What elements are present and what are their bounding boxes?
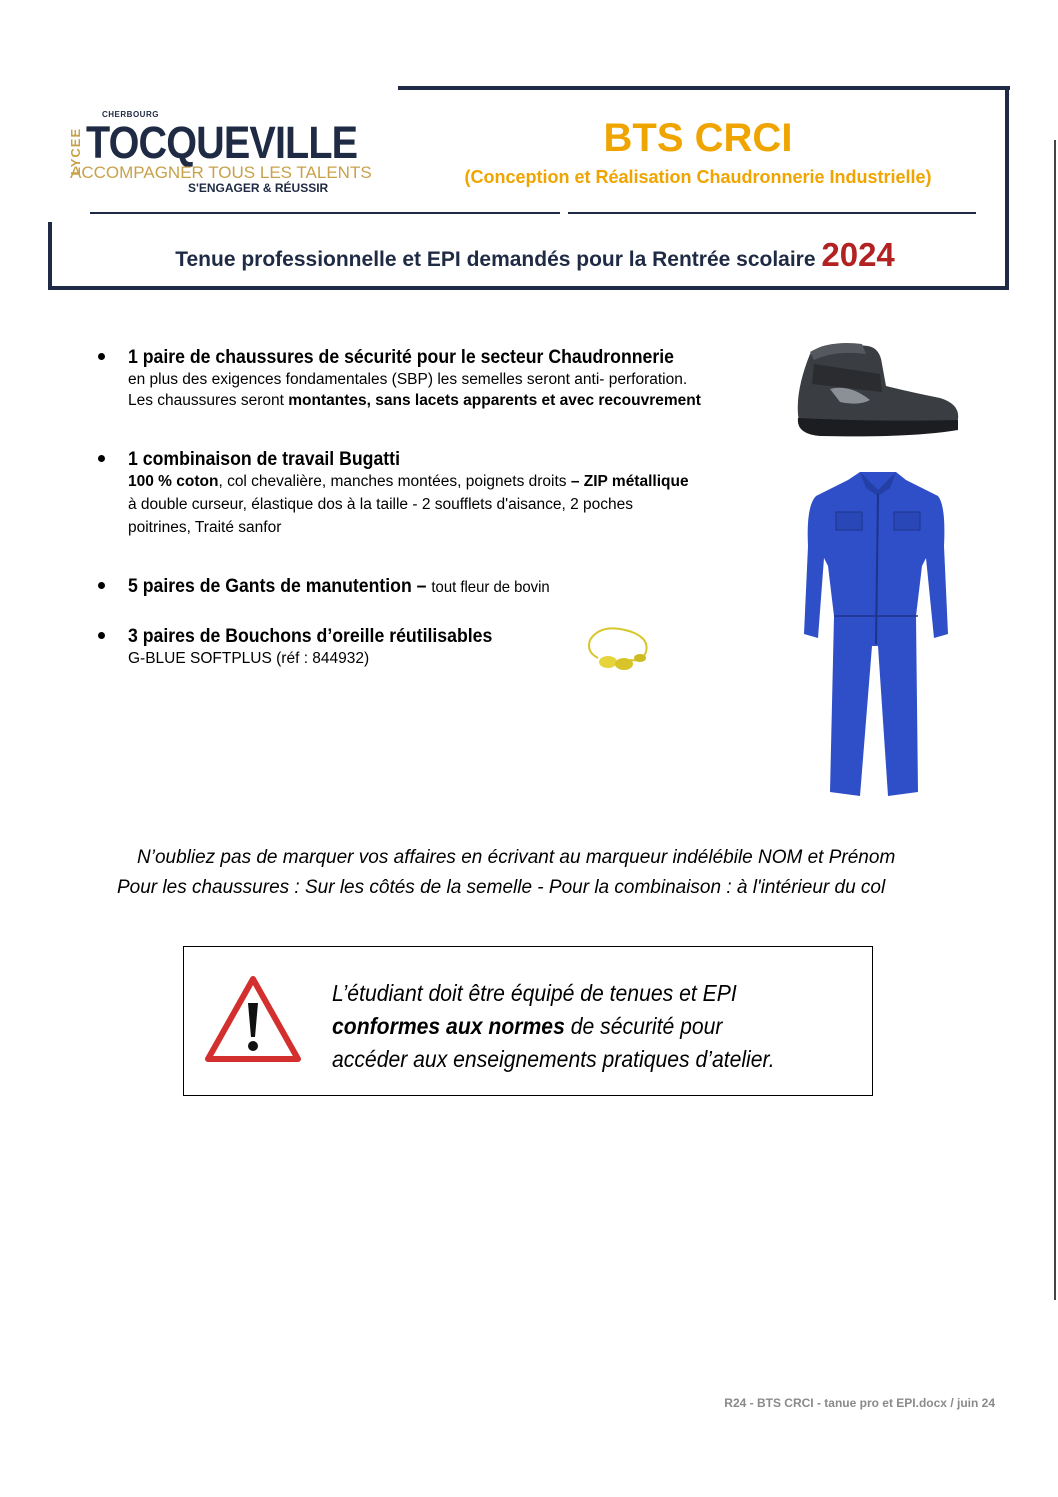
reminder-line-2: Pour les chaussures : Sur les côtés de la semelle - Pour la combinaison : à l'intérieur du col	[117, 877, 886, 898]
item-title-text: 5 paires de Gants de manutention	[128, 576, 412, 597]
item-line: G-BLUE SOFTPLUS (réf : 844932)	[128, 650, 370, 667]
warning-emphasis: conformes aux normes	[332, 1013, 565, 1039]
item-title-dash: –	[411, 576, 432, 597]
warning-line-2	[332, 1010, 775, 1043]
item-text-bold: montantes, sans lacets apparents et avec recouvrement	[288, 392, 701, 409]
item-title: 1 paire de chaussures de sécurité pour le secteur Chaudronnerie	[128, 347, 675, 368]
item-text: , col chevalière, manches montées, poignets droits	[218, 473, 571, 490]
logo-lycee: LYCEE	[68, 127, 83, 175]
list-item	[98, 448, 788, 538]
logo-tagline-2: S'ENGAGER & RÉUSSIR	[188, 181, 329, 195]
list-item	[98, 346, 788, 411]
warning-line-1: L’étudiant doit être équipé de tenues et EPI	[332, 980, 737, 1006]
header-left-rule	[48, 222, 52, 290]
page-edge-rule	[1054, 140, 1056, 1300]
heading-text: Tenue professionnelle et EPI demandés pour la Rentrée scolaire	[175, 248, 822, 271]
item-title-suffix: tout fleur de bovin	[431, 579, 550, 596]
header-mid-rule-left	[90, 212, 560, 214]
footer-filename: R24 - BTS CRCI - tanue pro et EPI.docx / juin 24	[724, 1396, 995, 1410]
item-line	[128, 471, 788, 492]
page-heading	[60, 238, 1010, 271]
safety-boot-image	[790, 334, 965, 444]
item-text: Les chaussures seront	[128, 392, 289, 409]
program-title: BTS CRCI	[603, 116, 793, 160]
item-text-bold: – ZIP métallique	[570, 473, 689, 490]
overall-image	[798, 466, 958, 802]
item-title: 3 paires de Bouchons d’oreille réutilisables	[128, 626, 493, 647]
item-line: en plus des exigences fondamentales (SBP) les semelles seront anti- perforation.	[128, 371, 688, 388]
item-line	[128, 390, 788, 411]
item-line: poitrines, Traité sanfor	[128, 519, 282, 536]
bullet	[98, 353, 105, 360]
header-mid-rule-right	[568, 212, 976, 214]
header-bottom-rule	[48, 286, 1009, 290]
item-title: 1 combinaison de travail Bugatti	[128, 449, 400, 470]
list-item	[98, 625, 788, 669]
logo-tagline: ACCOMPAGNER TOUS LES TALENTS	[70, 163, 372, 182]
warning-triangle-icon	[204, 975, 302, 1063]
list-item	[98, 575, 788, 599]
header-top-rule	[398, 86, 1010, 90]
heading-year: 2024	[821, 236, 895, 273]
warning-text	[332, 977, 775, 1076]
item-text-bold: 100 % coton	[128, 473, 219, 490]
logo-name: TOCQUEVILLE	[86, 117, 358, 168]
school-logo	[68, 108, 372, 198]
bullet	[98, 582, 105, 589]
reminder-line-1: N’oubliez pas de marquer vos affaires en écrivant au marqueur indélébile NOM et Prénom	[137, 847, 896, 868]
bullet	[98, 455, 105, 462]
warning-box	[183, 946, 873, 1096]
bullet	[98, 632, 105, 639]
item-title	[128, 575, 742, 599]
earplugs-image	[580, 622, 655, 677]
warning-text-rest: de sécurité pour	[564, 1013, 723, 1039]
logo-city: CHERBOURG	[102, 110, 159, 119]
warning-line-3: accéder aux enseignements pratiques d’atelier.	[332, 1046, 775, 1072]
item-line: à double curseur, élastique dos à la taille - 2 soufflets d'aisance, 2 poches	[128, 496, 634, 513]
program-subtitle: (Conception et Réalisation Chaudronnerie Industrielle)	[464, 167, 932, 187]
